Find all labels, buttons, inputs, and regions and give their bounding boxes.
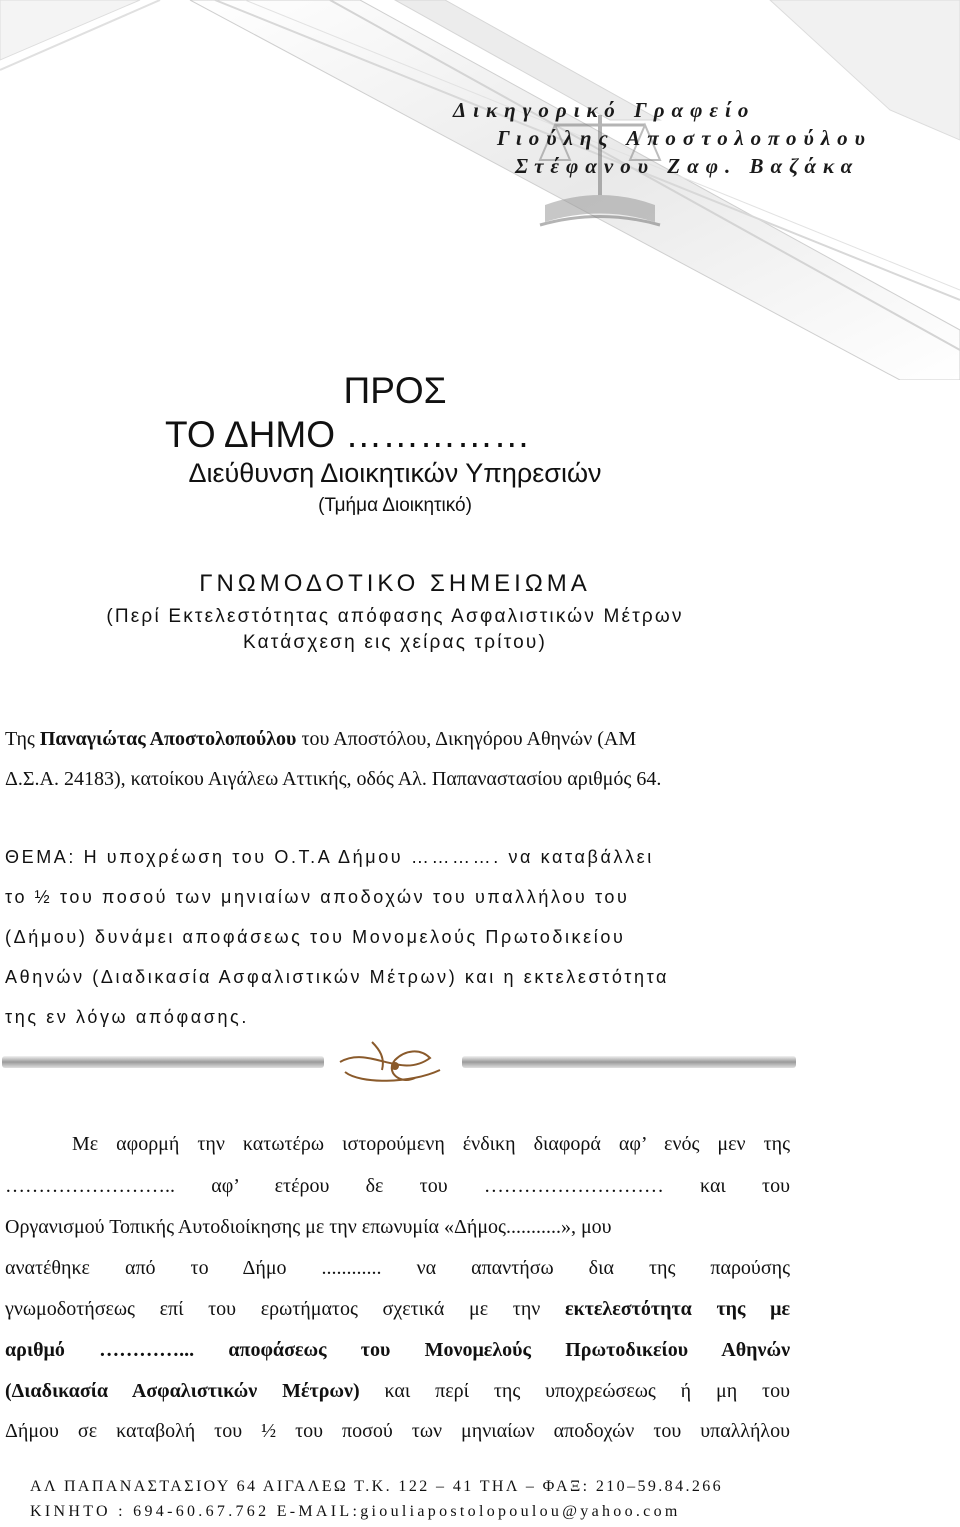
memo-subtitle-line2: Κατάσχεση εις χείρας τρίτου) bbox=[242, 632, 548, 653]
author-prefix: Της bbox=[5, 728, 40, 750]
section-divider bbox=[0, 1040, 800, 1100]
author-line2: Δ.Σ.Α. 24183), κατοίκου Αιγάλεω Αττικής, οδός Αλ. Παπαναστασίου αριθμός 64. bbox=[5, 768, 662, 790]
memo-subtitle-line1: (Περί Εκτελεστότητας απόφασης Ασφαλιστικών Μέτρων bbox=[106, 606, 684, 627]
body-line6-bold: αριθμό …………... αποφάσεως του Μονομελούς Πρωτοδικείου Αθηνών bbox=[5, 1339, 790, 1361]
body-line8: Δήμου σε καταβολή του ½ του ποσού των μηνιαίων αποδοχών του υπαλλήλου bbox=[5, 1420, 790, 1442]
body-line5-plain: γνωμοδοτήσεως επί του ερωτήματος σχετικά με την bbox=[5, 1298, 565, 1320]
author-line1-rest: του Αποστόλου, Δικηγόρου Αθηνών (ΑΜ bbox=[296, 728, 637, 750]
recipient-municipality: ΤΟ ΔΗΜΟ …………… bbox=[165, 414, 531, 455]
theme-line3: (Δήμου) δυνάμει αποφάσεως του Μονομελούς Πρωτοδικείου bbox=[5, 927, 626, 947]
footer-contact: ΚΙΝΗΤΟ : 694-60.67.762 E-MAIL:giouliapostolopoulou@yahoo.com bbox=[30, 1503, 681, 1520]
recipient-department: (Τμήμα Διοικητικό) bbox=[318, 495, 472, 516]
header-banner bbox=[0, 0, 960, 380]
recipient-direction: Διεύθυνση Διοικητικών Υπηρεσιών bbox=[188, 458, 602, 488]
body-line6 bbox=[5, 1339, 790, 1362]
memo-title: ΓΝΩΜΟΔΟΤΙΚΟ ΣΗΜΕΙΩΜΑ bbox=[199, 570, 591, 597]
body-line1: Με αφορμή την κατωτέρω ιστορούμενη ένδικη διαφορά αφ’ ενός μεν της bbox=[72, 1133, 790, 1155]
author-line1 bbox=[5, 728, 790, 751]
author-name: Παναγιώτας Αποστολοπούλου bbox=[39, 728, 297, 750]
body-line7 bbox=[5, 1380, 790, 1403]
theme-line1: ΘΕΜΑ: Η υποχρέωση του Ο.Τ.Α Δήμου …………. να καταβάλλει bbox=[5, 847, 654, 867]
recipient-to: ΠΡΟΣ bbox=[343, 370, 447, 411]
body-line5-bold: εκτελεστότητα της με bbox=[564, 1298, 791, 1320]
theme-line5: της εν λόγω απόφασης. bbox=[5, 1007, 249, 1027]
body-line3: Οργανισμού Τοπικής Αυτοδιοίκησης με την επωνυμία «Δήμος...........», μου bbox=[5, 1216, 612, 1238]
body-line2: …………………….. αφ’ ετέρου δε του ……………………… και του bbox=[5, 1175, 790, 1197]
office-name-line3: Στέφανου Ζαφ. Βαζάκα bbox=[515, 154, 860, 178]
theme-line2: το ½ του ποσού των μηνιαίων αποδοχών του υπαλλήλου του bbox=[5, 887, 630, 907]
body-line7-bold: (Διαδικασία Ασφαλιστικών Μέτρων) bbox=[5, 1380, 360, 1402]
body-line5 bbox=[5, 1298, 790, 1321]
footer-address: ΑΛ ΠΑΠΑΝΑΣΤΑΣΙΟΥ 64 ΑΙΓΑΛΕΩ Τ.Κ. 122 – 41 ΤΗΛ – ΦΑΞ: 210–59.84.266 bbox=[30, 1478, 724, 1495]
theme-line4: Αθηνών (Διαδικασία Ασφαλιστικών Μέτρων) και η εκτελεστότητα bbox=[5, 967, 670, 987]
ornamental-flourish-icon bbox=[340, 1042, 440, 1081]
office-name-line1: Δικηγορικό Γραφείο bbox=[453, 98, 756, 122]
body-line7-plain: και περί της υποχρεώσεως ή μη του bbox=[359, 1380, 790, 1402]
body-line4: ανατέθηκε από το Δήμο ............ να απαντήσω δια της παρούσης bbox=[5, 1257, 790, 1279]
office-name-line2: Γιούλης Αποστολοπούλου bbox=[497, 126, 872, 150]
